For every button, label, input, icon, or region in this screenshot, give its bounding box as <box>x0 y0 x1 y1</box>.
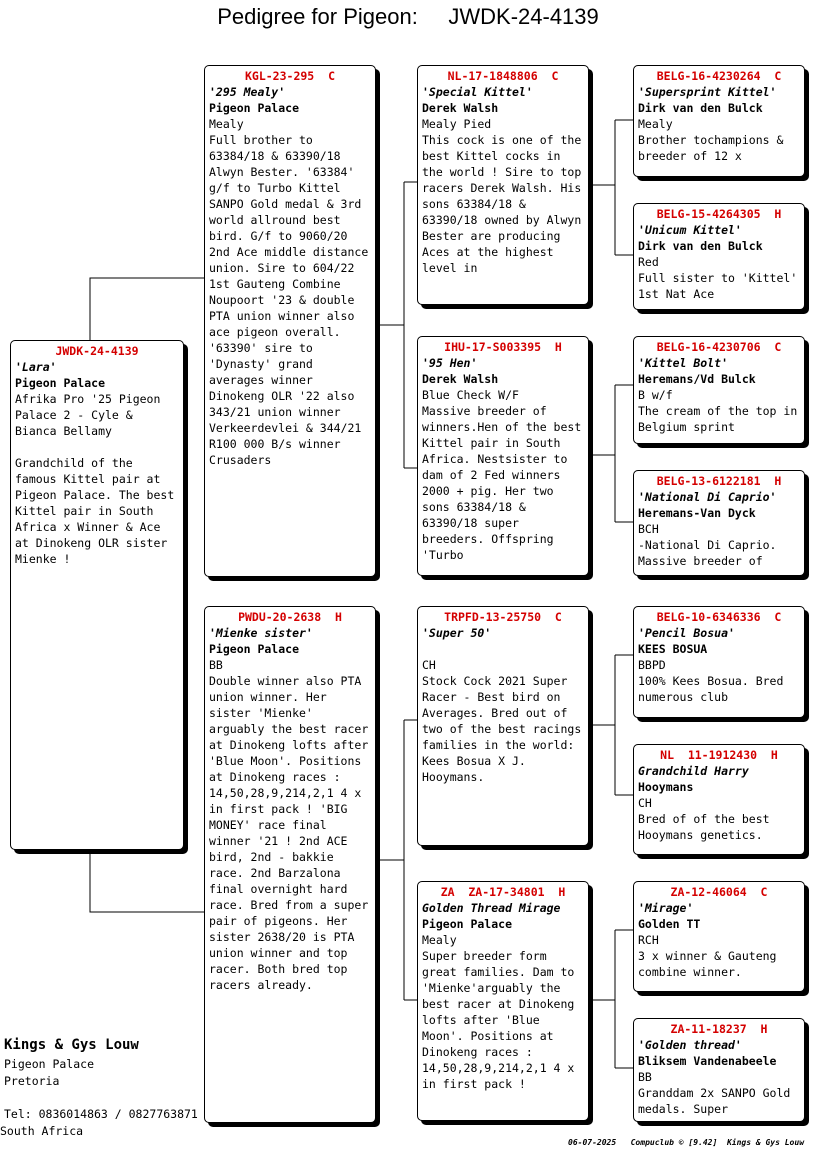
color: BBPD <box>638 658 666 672</box>
notes: Massive breeder of winners.Hen of the best Kittel pair in South Africa. Nestsister to dam of 2 Fed winners 2000 + pig. Her two sons 63384/18 & 63390/18 super breeders. Offspring 'Turbo <box>422 404 582 562</box>
breeder-city: Pretoria <box>4 1074 60 1088</box>
ring-number: BELG-15-4264305 H <box>656 207 782 221</box>
ring-number: PWDU-20-2638 H <box>238 610 342 624</box>
ring-number: ZA-11-18237 H <box>670 1022 768 1036</box>
color: BB <box>638 1070 652 1084</box>
owner: Bliksem Vandenabeele <box>638 1054 777 1068</box>
notes: -National Di Caprio. Massive breeder of <box>638 538 777 568</box>
pigeon-name: 'Unicum Kittel' <box>638 223 742 237</box>
pedigree-card-dds <box>633 881 805 992</box>
pigeon-name: 'Pencil Bosua' <box>638 626 735 640</box>
notes: The cream of the top in Belgium sprint <box>638 404 798 434</box>
owner: Dirk van den Bulck <box>638 101 763 115</box>
color: Red <box>638 255 659 269</box>
pedigree-card-dam <box>204 606 376 1123</box>
pigeon-name: 'Kittel Bolt' <box>638 356 729 370</box>
pigeon-name: 'Special Kittel' <box>422 85 533 99</box>
print-stamp: 06-07-2025 Compuclub © [9.42] Kings & Gys Louw <box>568 1138 805 1147</box>
color: RCH <box>638 933 659 947</box>
pigeon-name: '295 Mealy' <box>209 85 286 99</box>
pigeon-name: 'Mienke sister' <box>209 626 313 640</box>
pedigree-card-sire-sire <box>417 65 589 305</box>
breeder-phone: Tel: 0836014863 / 0827763871 <box>4 1107 198 1121</box>
notes: Afrika Pro '25 Pigeon Palace 2 - Cyle & Bianca Bellamy Grandchild of the famous Kittel pair at Pigeon Palace. The best Kittel pair in South Africa x Winner & Ace at Dinokeng OLR sister Mienke ! <box>15 392 175 566</box>
pigeon-name: 'Super 50' <box>422 626 492 640</box>
notes: Brother tochampions & breeder of 12 x <box>638 133 784 163</box>
pedigree-card-sdd <box>633 470 805 576</box>
owner: Pigeon Palace <box>422 917 513 931</box>
pedigree-card-dsd <box>633 744 805 855</box>
color: BCH <box>638 522 659 536</box>
notes: Stock Cock 2021 Super Racer - Best bird on Averages. Bred out of two of the best racings families in the world: Kees Bosua X J. Hooymans. <box>422 674 582 784</box>
pigeon-name: 'Mirage' <box>638 901 694 915</box>
breeder-info <box>4 1034 139 1090</box>
ring-number: ZA-12-46064 C <box>670 885 768 899</box>
pigeon-name: 'Lara' <box>15 360 57 374</box>
color: CH <box>638 796 652 810</box>
notes: Full sister to 'Kittel' 1st Nat Ace <box>638 271 798 301</box>
owner: Heremans-Van Dyck <box>638 506 756 520</box>
breeder-name: Kings & Gys Louw <box>4 1037 139 1053</box>
owner: Pigeon Palace <box>209 642 300 656</box>
pigeon-name: 'Supersprint Kittel' <box>638 85 777 99</box>
pigeon-name: Grandchild Harry <box>638 764 749 778</box>
owner: Heremans/Vd Bulck <box>638 372 756 386</box>
owner: Pigeon Palace <box>15 376 106 390</box>
ring-number: JWDK-24-4139 <box>55 344 139 358</box>
pedigree-card-subject <box>10 340 184 850</box>
ring-number: TRPFD-13-25750 C <box>444 610 562 624</box>
breeder-country: South Africa <box>0 1124 84 1138</box>
ring-number: NL-17-1848806 C <box>447 69 559 83</box>
owner: Golden TT <box>638 917 701 931</box>
owner <box>422 641 584 657</box>
ring-number: IHU-17-S003395 H <box>444 340 562 354</box>
pigeon-name: 'National Di Caprio' <box>638 490 777 504</box>
notes: 100% Kees Bosua. Bred numerous club <box>638 674 784 704</box>
ring-number: NL 11-1912430 H <box>660 748 778 762</box>
notes: Full brother to 63384/18 & 63390/18 Alwyn Bester. '63384' g/f to Turbo Kittel SANPO Gold medal & 3rd world allround best bird. G/f to 9060/20 2nd Ace middle distance union. Sire to 604/22 1st Gauteng Combine Noupoort '23 & double PTA union winner also ace pigeon overall. '63390' sire to 'Dynasty' grand averages winner Dinokeng OLR '22 also 343/21 union winner Verkeerdevlei & 344/21 R100 000 B/s winner Crusaders <box>209 133 369 467</box>
pigeon-name: Golden Thread Mirage <box>422 901 561 915</box>
pedigree-card-ssd <box>633 203 805 310</box>
owner: Dirk van den Bulck <box>638 239 763 253</box>
ring-number: KGL-23-295 C <box>244 69 335 83</box>
ring-number: BELG-16-4230264 C <box>656 69 782 83</box>
ring-number: ZA ZA-17-34801 H <box>440 885 566 899</box>
pigeon-name: '95 Hen' <box>422 356 478 370</box>
notes: Double winner also PTA union winner. Her sister 'Mienke' arguably the best racer at Dinokeng lofts after 'Blue Moon'. Positions at Dinokeng races : 14,50,28,9,214,2,1 4 x in first pack ! 'BIG MONEY' race final winner '21 ! 2nd ACE bird, 2nd - bakkie race. 2nd Barzalona final overnight hard race. Bred from a super pair of pigeons. Her sister 2638/20 is PTA union winner and top racer. Both bred top racers already. <box>209 674 369 992</box>
color: Blue Check W/F <box>422 388 519 402</box>
pedigree-card-sss <box>633 65 805 177</box>
owner: Pigeon Palace <box>209 101 300 115</box>
pedigree-card-dss <box>633 606 805 718</box>
owner: Hooymans <box>638 780 694 794</box>
owner: KEES BOSUA <box>638 642 708 656</box>
page-title: Pedigree for Pigeon: JWDK-24-4139 <box>217 4 599 29</box>
color: Mealy <box>638 117 673 131</box>
color: CH <box>422 658 436 672</box>
notes: Bred of of the best Hooymans genetics. <box>638 812 770 842</box>
pedigree-card-sire <box>204 65 376 577</box>
pedigree-card-dam-dam <box>417 881 589 1121</box>
notes: Super breeder form great families. Dam to 'Mienke'arguably the best racer at Dinokeng lofts after 'Blue Moon'. Positions at Dinokeng races : 14,50,28,9,214,2,1 4 x in first pack ! <box>422 949 575 1091</box>
breeder-loft: Pigeon Palace <box>4 1057 95 1071</box>
color: Mealy Pied <box>422 117 492 131</box>
owner: Derek Walsh <box>422 372 499 386</box>
pedigree-card-sds <box>633 336 805 444</box>
color: BB <box>209 658 223 672</box>
color: B w/f <box>638 388 673 402</box>
color: Mealy <box>422 933 457 947</box>
ring-number: BELG-16-4230706 C <box>656 340 782 354</box>
notes: This cock is one of the best Kittel cocks in the world ! Sire to top racers Derek Walsh. His sons 63384/18 & 63390/18 owned by Alwyn Bester are producing Aces at the highest level in <box>422 133 582 275</box>
owner: Derek Walsh <box>422 101 499 115</box>
pigeon-name: 'Golden thread' <box>638 1038 742 1052</box>
pedigree-card-sire-dam <box>417 336 589 576</box>
pedigree-card-dam-sire <box>417 606 589 846</box>
notes: Granddam 2x SANPO Gold medals. Super <box>638 1086 791 1116</box>
ring-number: BELG-13-6122181 H <box>656 474 782 488</box>
color: Mealy <box>209 117 244 131</box>
notes: 3 x winner & Gauteng combine winner. <box>638 949 777 979</box>
ring-number: BELG-10-6346336 C <box>656 610 782 624</box>
pedigree-card-ddd <box>633 1018 805 1122</box>
